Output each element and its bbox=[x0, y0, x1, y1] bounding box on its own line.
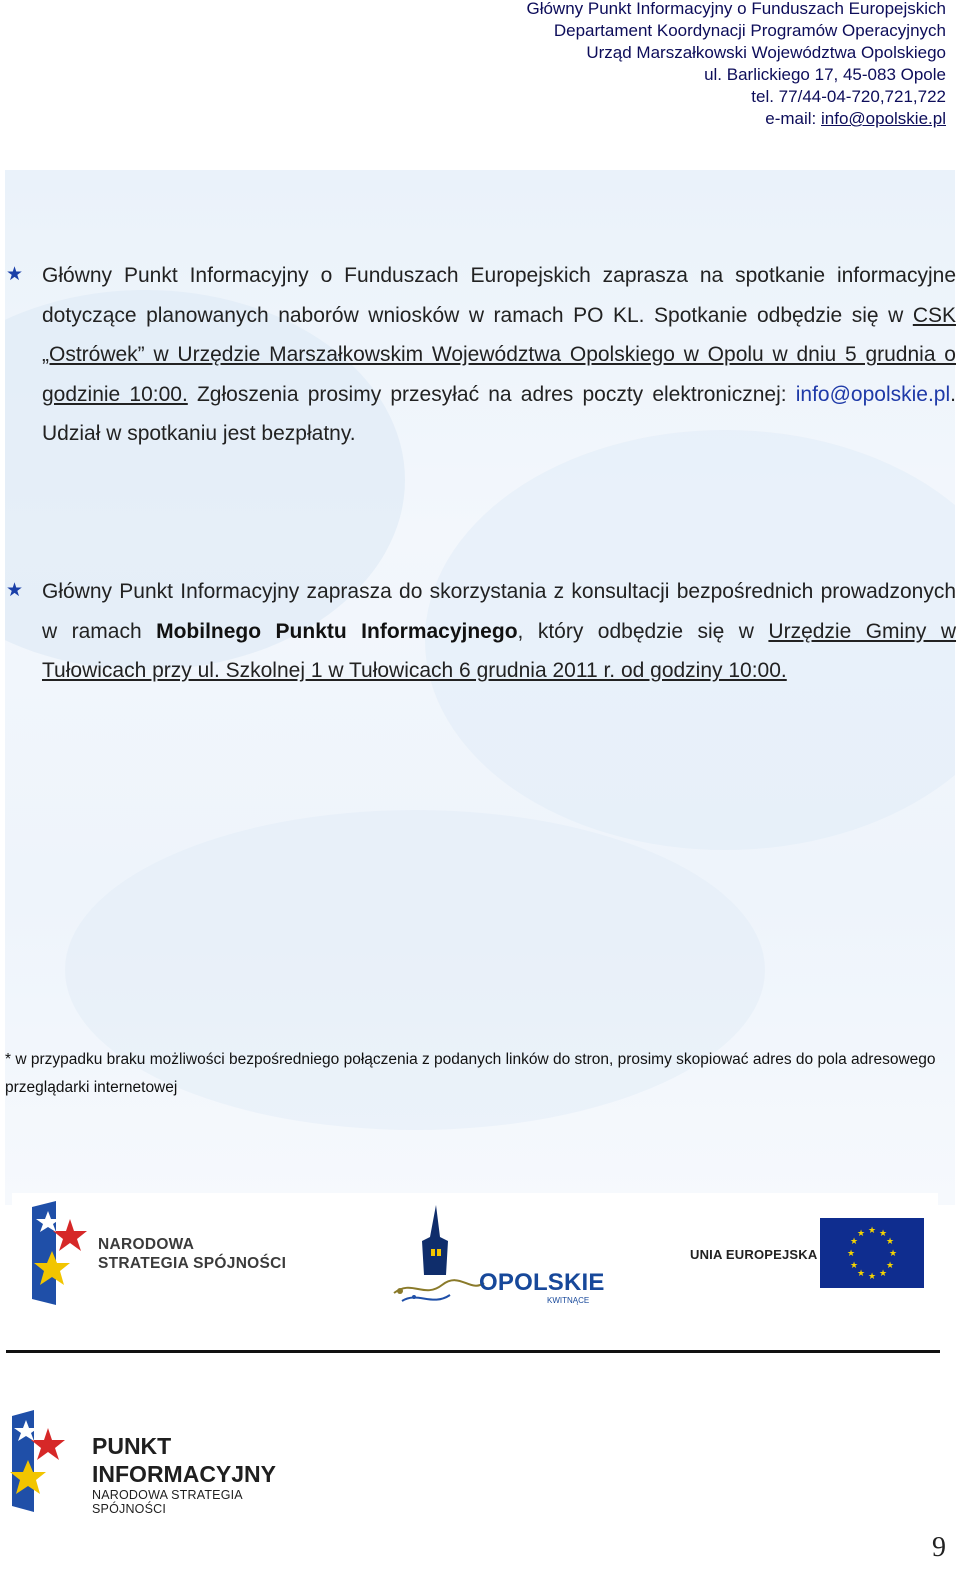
svg-text:★: ★ bbox=[878, 1269, 888, 1279]
logos-band bbox=[12, 1193, 938, 1310]
svg-text:★: ★ bbox=[849, 1261, 859, 1271]
punkt-logo-subtitle: NARODOWA STRATEGIA SPÓJNOŚCI bbox=[92, 1488, 243, 1516]
notice-text: Zgłoszenia prosimy przesyłać na adres poczty elektronicznej: bbox=[187, 382, 796, 406]
mobile-point-location-link[interactable]: Urzędzie Gminy w Tułowicach przy ul. Szkolnej 1 w Tułowicach 6 grudnia 2011 r. od godziny 10:00. bbox=[42, 619, 957, 682]
page-number: 9 bbox=[932, 1532, 946, 1563]
header-line: Główny Punkt Informacyjny o Funduszach Europejskich bbox=[526, 0, 946, 18]
notice-text: , który odbędzie się w bbox=[517, 619, 769, 643]
punkt-line: PUNKT bbox=[92, 1433, 172, 1459]
header-phone: tel. 77/44-04-720,721,722 bbox=[751, 87, 946, 106]
punkt-flag-logo-icon bbox=[4, 1410, 70, 1512]
nss-line: NARODOWA bbox=[98, 1236, 195, 1253]
notice-email-link[interactable]: info@opolskie.pl bbox=[795, 382, 951, 406]
email-label: e-mail: bbox=[765, 109, 821, 128]
meeting-location-link[interactable]: CSK „Ostrówek” w Urzędzie Marszałkowskim Województwa Opolskiego w Opolu w dniu 5 grudnia o godzinie 10:00. bbox=[42, 303, 956, 406]
svg-text:★: ★ bbox=[885, 1237, 895, 1247]
svg-text:★: ★ bbox=[867, 1272, 877, 1282]
punkt-line: INFORMACYJNY bbox=[92, 1461, 277, 1487]
svg-text:★: ★ bbox=[885, 1261, 895, 1271]
punkt-informacyjny-logo bbox=[4, 1410, 316, 1516]
svg-text:★: ★ bbox=[849, 1237, 859, 1247]
svg-text:★: ★ bbox=[878, 1229, 888, 1239]
separator-line bbox=[6, 1350, 940, 1353]
svg-text:★: ★ bbox=[888, 1249, 898, 1259]
eu-logo-text: UNIA EUROPEJSKA bbox=[690, 1247, 818, 1262]
header-line: Urząd Marszałkowski Województwa Opolskiego bbox=[586, 43, 946, 62]
footnote: * w przypadku braku możliwości bezpośredniego połączenia z podanych linków do stron, prosimy skopiować adres do pola adresowego przeglądarki internetowej bbox=[5, 1051, 936, 1096]
header-email-row bbox=[526, 108, 946, 130]
mobile-point-name: Mobilnego Punktu Informacyjnego bbox=[156, 619, 518, 643]
svg-text:★: ★ bbox=[846, 1249, 856, 1259]
svg-text:★: ★ bbox=[856, 1229, 866, 1239]
star-bullet-icon: ★ bbox=[6, 580, 24, 601]
header-line: Departament Koordynacji Programów Operacyjnych bbox=[553, 21, 946, 40]
notice-text: . Udział w spotkaniu jest bezpłatny. bbox=[42, 382, 956, 445]
contact-header bbox=[526, 0, 946, 130]
notice-text: Główny Punkt Informacyjny zaprasza do skorzystania z konsultacji bezpośrednich prowadzonych w ramach bbox=[42, 580, 956, 643]
opolskie-logo-subtext: KWITNĄCE bbox=[547, 1296, 590, 1305]
svg-text:★: ★ bbox=[856, 1269, 866, 1279]
eu-flag-icon bbox=[820, 1218, 924, 1288]
notice-mobile-point bbox=[42, 572, 956, 691]
svg-text:★: ★ bbox=[867, 1226, 877, 1236]
star-bullet-icon: ★ bbox=[6, 264, 24, 285]
notice-text: Główny Punkt Informacyjny o Funduszach Europejskich zaprasza na spotkanie informacyjne dotyczące planowanych naborów wniosków w ramach PO KL. Spotkanie odbędzie się w bbox=[42, 264, 956, 327]
punkt-logo-title bbox=[92, 1432, 276, 1488]
nss-flag-logo-icon bbox=[26, 1201, 92, 1305]
header-address: ul. Barlickiego 17, 45-083 Opole bbox=[704, 65, 946, 84]
notice-info-meeting bbox=[42, 256, 956, 454]
header-email-link[interactable]: info@opolskie.pl bbox=[821, 109, 946, 128]
nss-line: STRATEGIA SPÓJNOŚCI bbox=[98, 1255, 287, 1272]
opolskie-logo-text: OPOLSKIE bbox=[479, 1269, 605, 1296]
nss-logo-text bbox=[98, 1235, 286, 1273]
